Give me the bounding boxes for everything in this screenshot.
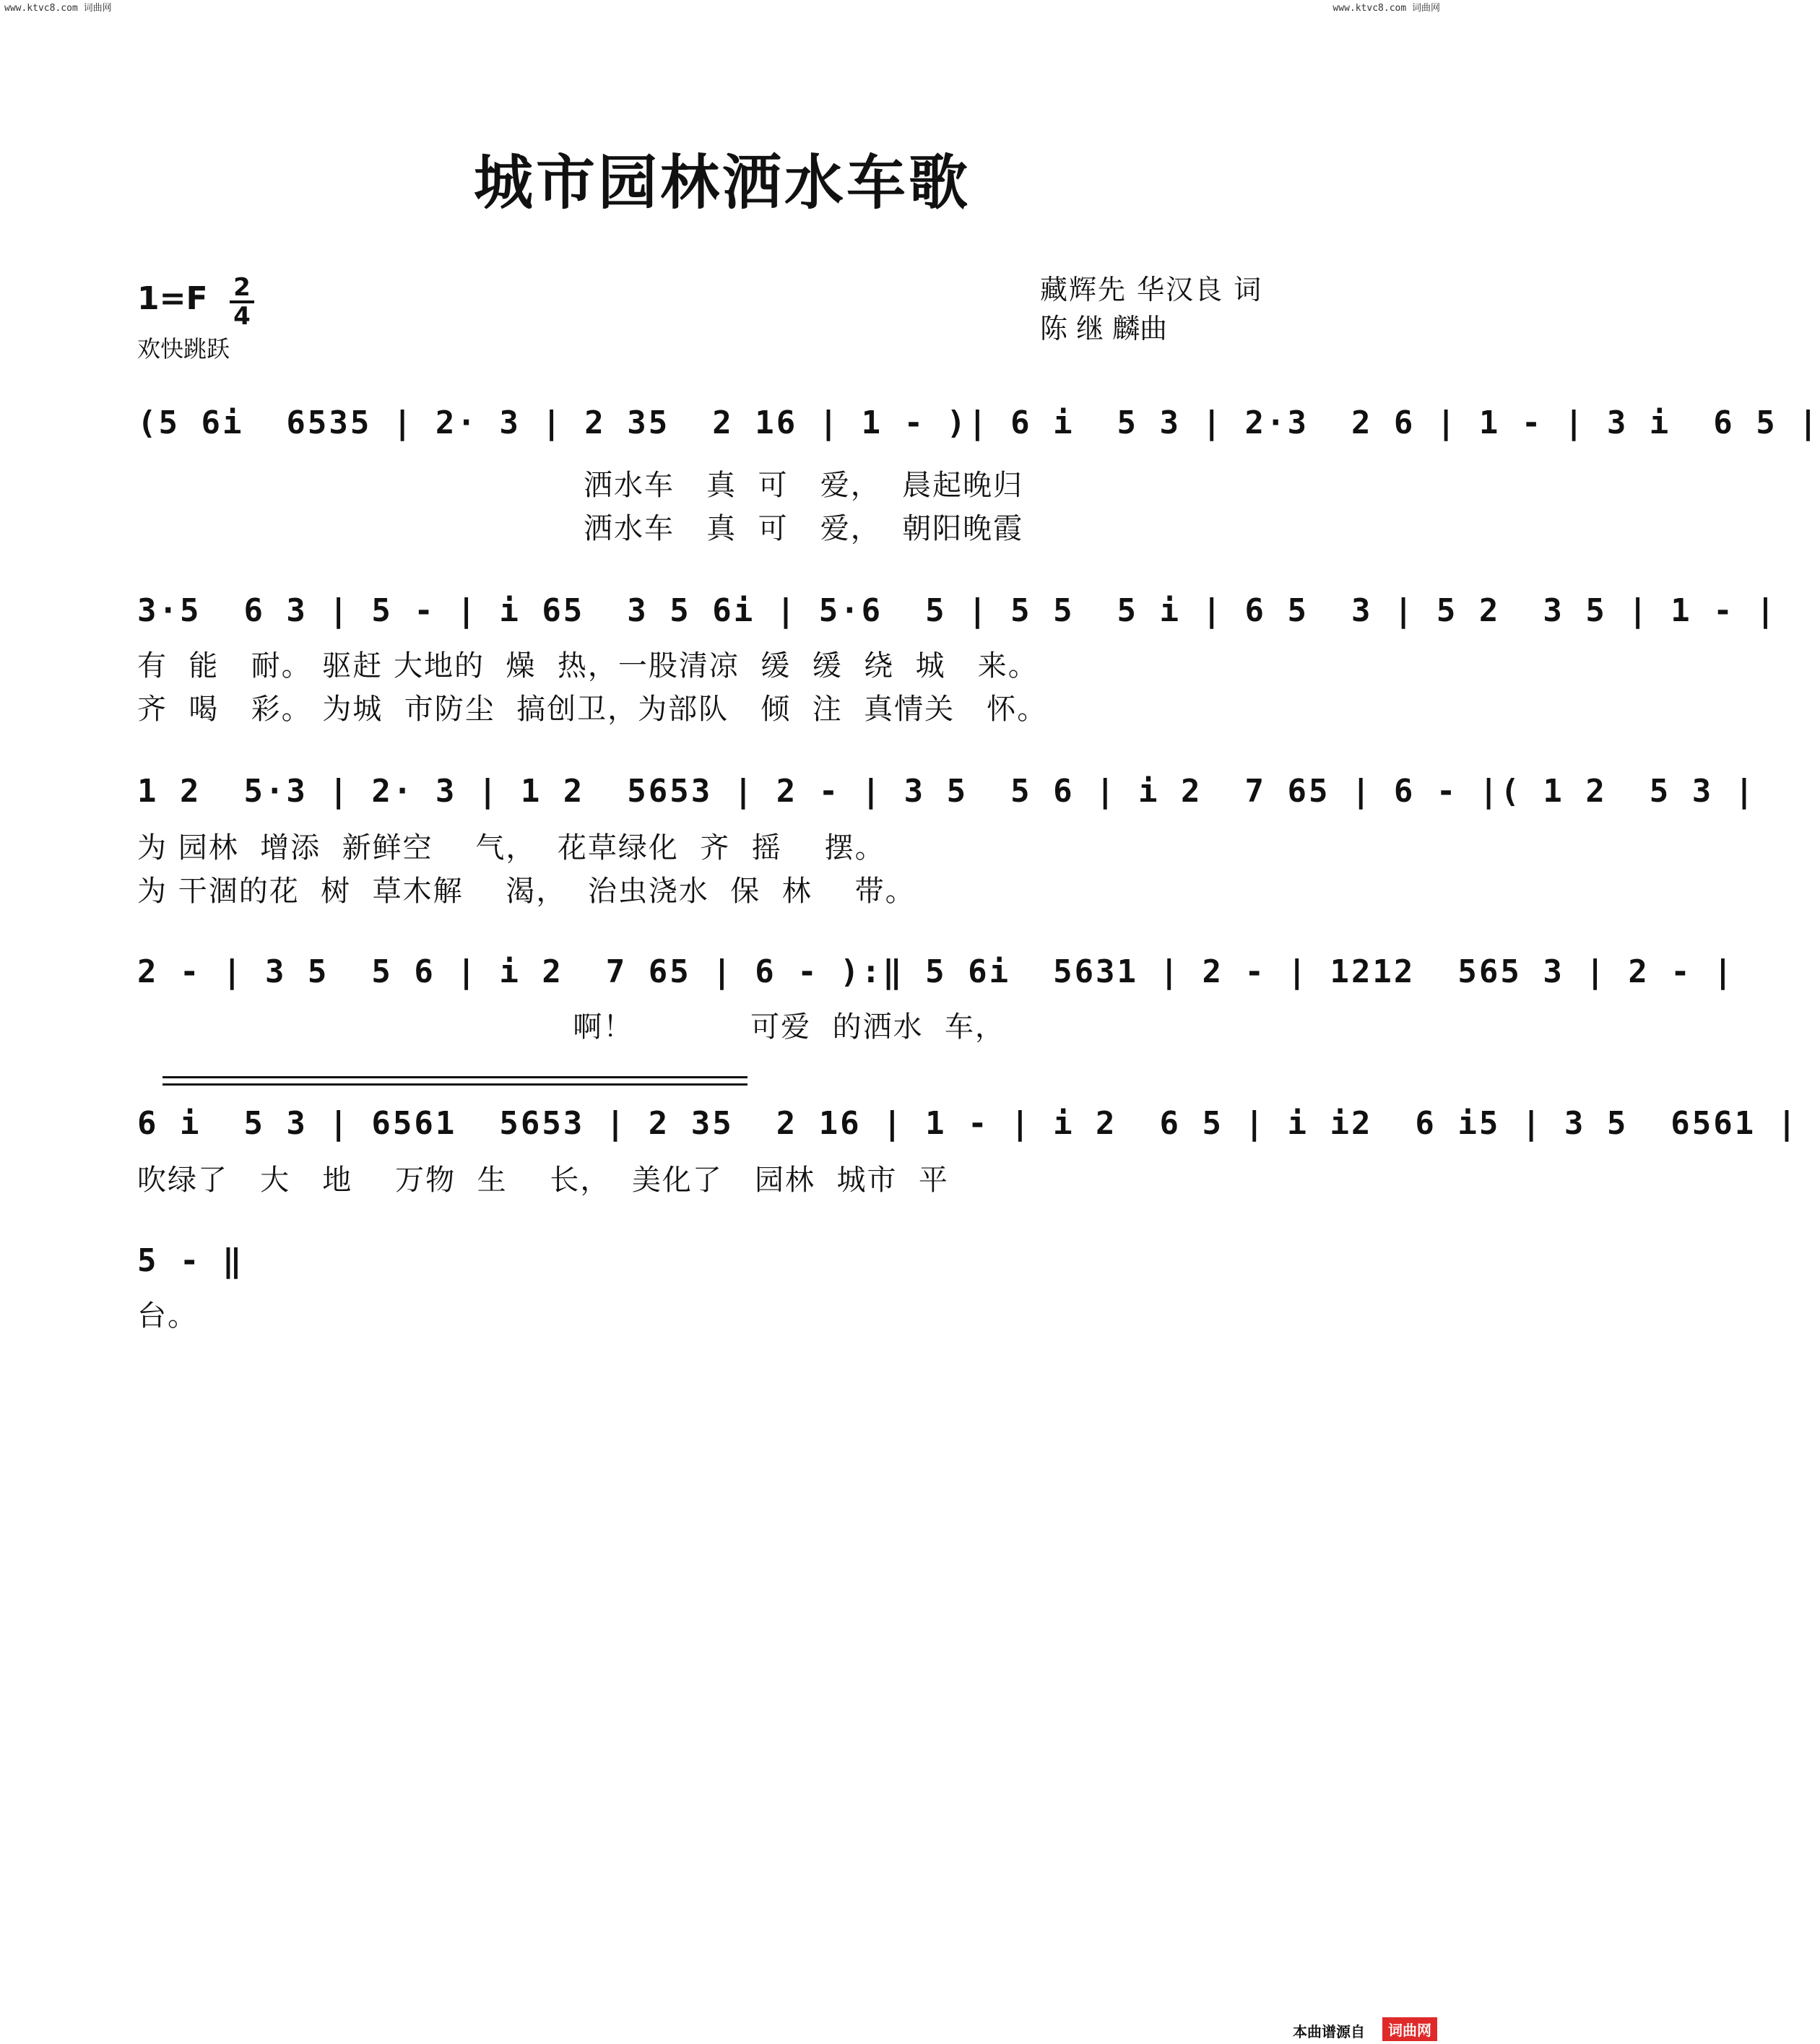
lyric-line-verse-2: 为 干涸的花 树 草木解 渴， 治虫浇水 保 林 带。 — [137, 875, 916, 908]
notation-line: 5 - ‖ — [137, 1242, 244, 1279]
header-watermark-left: www.ktvc8.com 词曲网 — [4, 3, 112, 14]
lyric-line-ending: 台。 — [137, 1299, 198, 1333]
composer-credit: 陈 继 麟曲 — [1040, 313, 1168, 345]
lyricist-credit: 藏辉先 华汉良 词 — [1040, 274, 1263, 306]
tie-line-lower — [162, 1083, 748, 1086]
footer-brand-badge: 词曲网 — [1382, 2017, 1437, 2041]
lyric-line-chorus: 吹绿了 大 地 万物 生 长， 美化了 园林 城市 平 — [137, 1164, 949, 1197]
lyric-line-verse-1: 有 能 耐。 驱赶 大地的 燥 热，一股清凉 缓 缓 绕 城 来。 — [137, 649, 1039, 683]
notation-line: (5 6i 6535 | 2· 3 | 2 35 2 16 | 1 - )| 6 i 5 3 | 2·3 2 6 | 1 - | 3 i 6 5 | — [137, 404, 1820, 441]
lyric-line-verse-2: 洒水车 真 可 爱， 朝阳晚霞 — [137, 512, 1024, 545]
footer-source-text: 本曲谱源自 — [1293, 2023, 1365, 2040]
notation-line: 1 2 5·3 | 2· 3 | 1 2 5653 | 2 - | 3 5 5 6 | i 2 7 65 | 6 - |( 1 2 5 3 | — [137, 773, 1756, 810]
notation-line: 3·5 6 3 | 5 - | i 65 3 5 6i | 5·6 5 | 5 5 5 i | 6 5 3 | 5 2 3 5 | 1 - | — [137, 592, 1777, 629]
lyric-line-chorus: 啊！ 可爱 的洒水 车， — [137, 1010, 1006, 1044]
song-title: 城市园林洒水车歌 — [473, 148, 971, 217]
header-watermark-right: www.ktvc8.com 词曲网 — [1332, 3, 1440, 14]
tie-line-upper — [162, 1076, 748, 1078]
lyric-line-verse-2: 齐 喝 彩。 为城 市防尘 搞创卫，为部队 倾 注 真情关 怀。 — [137, 693, 1048, 726]
key-signature: 1=F — [137, 280, 208, 317]
notation-line: 2 - | 3 5 5 6 | i 2 7 65 | 6 - ):‖ 5 6i 5631 | 2 - | 1212 565 3 | 2 - | — [137, 953, 1735, 990]
lyric-line-verse-1: 洒水车 真 可 爱， 晨起晚归 — [137, 469, 1024, 502]
notation-line: 6 i 5 3 | 6561 5653 | 2 35 2 16 | 1 - | i 2 6 5 | i i2 6 i5 | 3 5 6561 | — [137, 1105, 1799, 1142]
lyric-line-verse-1: 为 园林 增添 新鲜空 气， 花草绿化 齐 摇 摆。 — [137, 831, 885, 865]
time-numerator: 2 — [230, 274, 254, 303]
tempo-marking: 欢快跳跃 — [137, 335, 230, 363]
time-denominator: 4 — [233, 302, 251, 331]
time-signature — [230, 274, 254, 329]
